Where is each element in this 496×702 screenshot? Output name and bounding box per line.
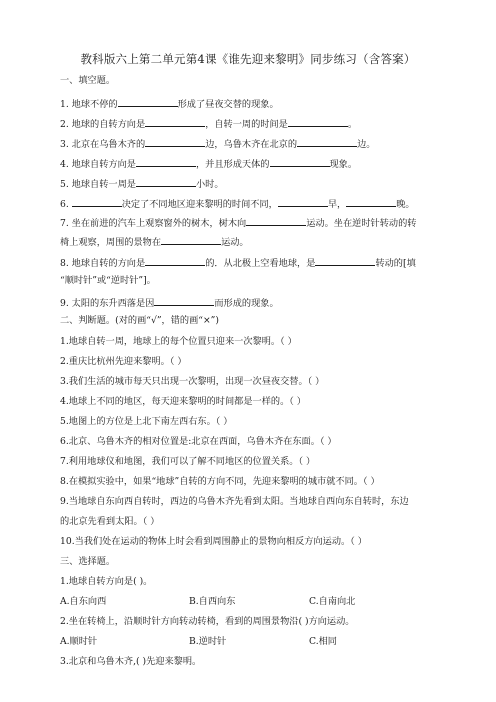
option-b[interactable]: B.逆时针 xyxy=(189,636,227,647)
option-a[interactable]: A.顺时针 xyxy=(60,636,98,647)
answer-blank[interactable] xyxy=(136,157,196,167)
answer-blank[interactable] xyxy=(278,197,328,207)
judge-item-cont: 的北京先看到太阳。（ ） xyxy=(60,516,160,527)
answer-blank[interactable] xyxy=(288,117,348,127)
section-heading-true-false: 二、判断题。(对的画“√”，错的画“×”) xyxy=(60,315,219,326)
choice-question-2: 2.坐在转椅上，沿顺时针方向转动转椅，看到的周围景物沿( )方向运动。 xyxy=(60,616,355,627)
answer-blank[interactable] xyxy=(136,177,196,187)
judge-item: 10.当我们处在运动的物体上时会看到周围静止的景物向相反方向运动。（ ） xyxy=(60,536,367,547)
choice-question-1: 1.地球自转方向是( )。 xyxy=(60,576,153,587)
answer-blank[interactable] xyxy=(346,197,396,207)
document-title: 教科版六上第二单元第4课《谁先迎来黎明》同步练习（含答案） xyxy=(80,52,416,66)
answer-blank[interactable] xyxy=(270,157,330,167)
question-fill-4: 4. 地球自转方向是 ，并且形成天体的 现象。 xyxy=(60,159,358,170)
answer-blank[interactable] xyxy=(118,97,178,107)
judge-item: 8.在模拟实验中，如果“地球”自转的方向不同，先迎来黎明的城市就不同。（ ） xyxy=(60,476,380,487)
question-fill-7: 7. 坐在前进的汽车上观察窗外的树木，树木向 运动。坐在逆时针转动的转 xyxy=(60,218,417,229)
answer-blank[interactable] xyxy=(246,216,306,226)
choice-question-3: 3.北京和乌鲁木齐,( )先迎来黎明。 xyxy=(60,656,202,667)
question-fill-9: 9. 太阳的东升西落是因 而形成的现象。 xyxy=(60,298,279,309)
question-fill-2: 2. 地球的自转方向是 ，自转一周的时间是 。 xyxy=(60,119,358,130)
answer-blank[interactable] xyxy=(161,235,221,245)
question-fill-8-cont: “顺时针”或“逆时针”]。 xyxy=(60,275,156,286)
answer-blank[interactable] xyxy=(145,256,205,266)
answer-blank[interactable] xyxy=(145,137,205,147)
question-fill-7-cont: 椅上观察，周围的景物在 运动。 xyxy=(60,237,249,248)
question-fill-3: 3. 北京在乌鲁木齐的 边，乌鲁木齐在北京的 边。 xyxy=(60,139,376,150)
option-a[interactable]: A.自东向西 xyxy=(60,596,107,607)
option-c[interactable]: C.自南向北 xyxy=(309,596,356,607)
judge-item: 6.北京、乌鲁木齐的相对位置是:北京在西面，乌鲁木齐在东面。（ ） xyxy=(60,436,337,447)
section-heading-fill-blank: 一、填空题。 xyxy=(60,75,116,86)
answer-blank[interactable] xyxy=(315,256,375,266)
option-c[interactable]: C.相同 xyxy=(309,636,337,647)
option-b[interactable]: B.自西向东 xyxy=(189,596,236,607)
judge-item: 3.我们生活的城市每天只出现一次黎明，出现一次昼夜交替。（ ） xyxy=(60,376,325,387)
answer-blank[interactable] xyxy=(145,117,205,127)
judge-item: 2.重庆比杭州先迎来黎明。（ ） xyxy=(60,356,187,367)
question-fill-6: 6. 决定了不同地区迎来黎明的时间不同， 早， 晚。 xyxy=(60,199,415,210)
question-fill-8: 8. 地球自转的方向是 的．从北极上空看地球，是 转动的[填 xyxy=(60,258,416,269)
judge-item: 1.地球自转一周，地球上的每个位置只迎来一次黎明。（ ） xyxy=(60,336,297,347)
judge-item: 5.地图上的方位是上北下南左西右东。（ ） xyxy=(60,416,233,427)
question-fill-5: 5. 地球自转一周是 小时。 xyxy=(60,179,224,190)
judge-item: 9.当地球自东向西自转时，西边的乌鲁木齐先看到太阳。当地球自西向东自转时，东边 xyxy=(60,496,409,507)
section-heading-choice: 三、选择题。 xyxy=(60,556,116,567)
answer-blank[interactable] xyxy=(72,197,122,207)
judge-item: 7.利用地球仪和地图，我们可以了解不同地区的位置关系。（ ） xyxy=(60,456,316,467)
answer-blank[interactable] xyxy=(297,137,357,147)
judge-item: 4.地球上不同的地区，每天迎来黎明的时间都是一样的。（ ） xyxy=(60,396,306,407)
answer-blank[interactable] xyxy=(154,296,214,306)
question-fill-1: 1. 地球不停的 形成了昼夜交替的现象。 xyxy=(60,99,279,110)
